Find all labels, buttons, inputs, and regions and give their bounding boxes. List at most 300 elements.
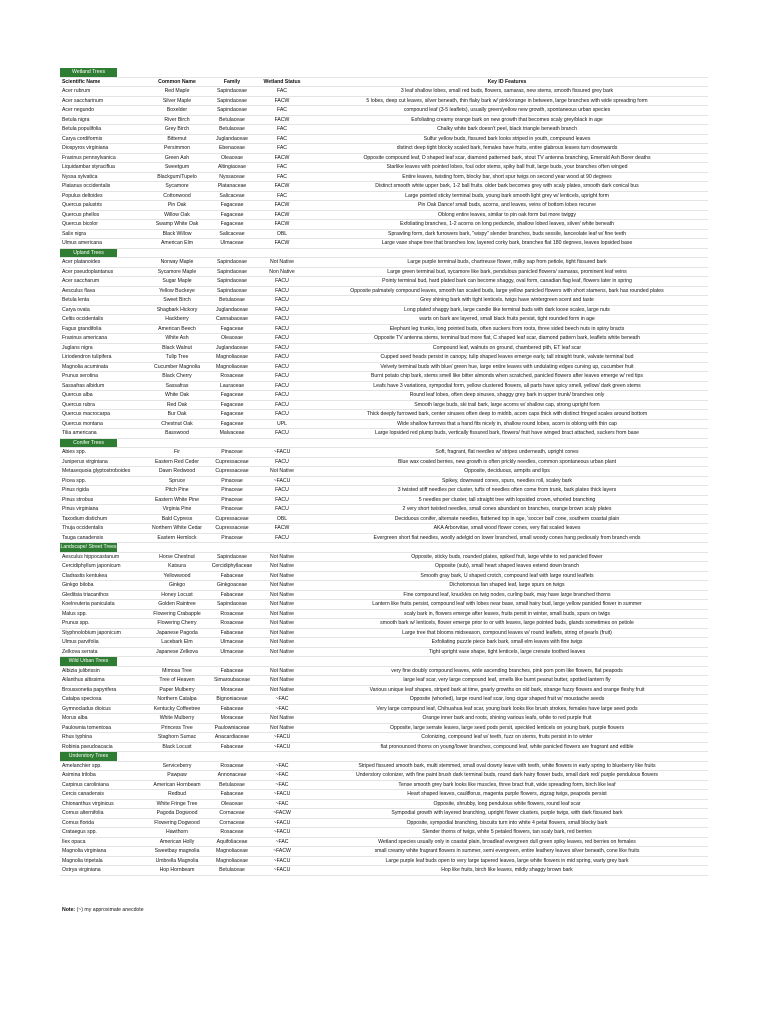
key-features-cell: Thick deeply furrowed bark, center sinuses often deep to midrib, acorn caps thick with distinct fringed scales around bottom: [306, 410, 708, 420]
wetland-status-cell: Not Native: [258, 562, 306, 572]
key-features-cell: Leafs have 3 variations, sympodial form, yellow clustered flowers, all parts have spicy smell, yellow/ dark green stems: [306, 381, 708, 391]
table-row: [60, 372, 708, 382]
wetland-status-cell: FAC: [258, 144, 306, 154]
scientific-name-cell: Tsuga canadensis: [60, 533, 148, 543]
scientific-name-cell: Zelkova serrata: [60, 647, 148, 657]
key-features-cell: 3 leaf shallow lobes, small red buds, flowers, samaras, new stems, smooth fissured grey bark: [306, 87, 708, 97]
family-cell: Ulmaceae: [206, 647, 258, 657]
empty-cell: [148, 543, 206, 553]
empty-cell: [306, 752, 708, 762]
key-features-cell: Opposite, sympodial branching, biscuits turn into white 4 petal flowers, small blocky bark: [306, 818, 708, 828]
key-features-cell: compound leaf (3-5 leaflets), usually green/yellow new growth, spontaneous urban species: [306, 106, 708, 116]
table-row: [60, 210, 708, 220]
scientific-name-cell: Ginkgo biloba: [60, 581, 148, 591]
footnote: [62, 907, 144, 913]
table-row: [60, 182, 708, 192]
common-name-cell: Red Oak: [148, 400, 206, 410]
common-name-cell: Sycamore: [148, 182, 206, 192]
wetland-status-cell: Non Native: [258, 267, 306, 277]
table-row: [60, 125, 708, 135]
scientific-name-cell: Platanus occidentalis: [60, 182, 148, 192]
common-name-cell: Flowering Dogwood: [148, 818, 206, 828]
section-title-cell: [60, 68, 148, 77]
family-cell: Pinaceae: [206, 495, 258, 505]
family-cell: Rosaceae: [206, 609, 258, 619]
empty-cell: [306, 543, 708, 553]
wetland-status-cell: FACW: [258, 220, 306, 230]
scientific-name-cell: Cercidiphyllum japonicum: [60, 562, 148, 572]
scientific-name-cell: Quercus palustris: [60, 201, 148, 211]
common-name-cell: Sugar Maple: [148, 277, 206, 287]
family-cell: Pinaceae: [206, 505, 258, 515]
key-features-cell: smooth bark w/ lenticels, flower emerge prior to or with leaves, large pointed buds, glands sometimes on petiole: [306, 619, 708, 629]
wetland-status-cell: FACU: [258, 324, 306, 334]
scientific-name-cell: Betula populifolia: [60, 125, 148, 135]
common-name-cell: Fir: [148, 448, 206, 458]
scientific-name-cell: Juniperus virginiana: [60, 457, 148, 467]
table-row: [60, 277, 708, 287]
family-cell: Fabaceae: [206, 790, 258, 800]
common-name-cell: Tree of Heaven: [148, 676, 206, 686]
scientific-name-cell: Amelanchier spp.: [60, 761, 148, 771]
column-header-sci: Scientific Name: [60, 77, 148, 87]
common-name-cell: White Oak: [148, 391, 206, 401]
table-row: [60, 362, 708, 372]
key-features-cell: Velvety terminal buds with blue/ green hue, large entire leaves with undulating edges curving up, cucumber fruit: [306, 362, 708, 372]
wetland-status-cell: Not Native: [258, 638, 306, 648]
key-features-cell: Wetland species usually only in coastal plain, broadleaf evergreen dull green spiky leaves, red berries on females: [306, 837, 708, 847]
table-row: [60, 476, 708, 486]
key-features-cell: Opposite, shrubby, long pendulous white flowers, round leaf scar: [306, 799, 708, 809]
wetland-status-cell: ~FACU: [258, 448, 306, 458]
family-cell: Fagaceae: [206, 220, 258, 230]
family-cell: Fagaceae: [206, 410, 258, 420]
wetland-status-cell: Not Native: [258, 723, 306, 733]
common-name-cell: American Elm: [148, 239, 206, 249]
empty-cell: [258, 68, 306, 77]
common-name-cell: Cottonwood: [148, 191, 206, 201]
wetland-status-cell: FAC: [258, 106, 306, 116]
key-features-cell: Colonizing, compound leaf w/ teeth, fuzz on stems, fruits persist in to winter: [306, 733, 708, 743]
scientific-name-cell: Cladrastis kentukea: [60, 571, 148, 581]
scientific-name-cell: Asimina triloba: [60, 771, 148, 781]
common-name-cell: Pawpaw: [148, 771, 206, 781]
family-cell: Platanaceae: [206, 182, 258, 192]
common-name-cell: Northern Catalpa: [148, 695, 206, 705]
key-features-cell: Large lopsided red plump buds, vertically fissured bark, flowers/ fruit have winged bract attached, suckers from base: [306, 429, 708, 439]
key-features-cell: Grey shining bark with tight lenticels, twigs have wintergreen scent and taste: [306, 296, 708, 306]
key-features-cell: Very large compound leaf, Chihuahua leaf scar, young bark looks like brush strokes, females have large seed pods: [306, 704, 708, 714]
common-name-cell: Japanese Pagoda: [148, 628, 206, 638]
wetland-status-cell: FACU: [258, 296, 306, 306]
section-title: Landscape/ Street Trees: [60, 544, 117, 550]
scientific-name-cell: Crataegus spp.: [60, 828, 148, 838]
table-row: [60, 400, 708, 410]
scientific-name-cell: Acer saccharum: [60, 277, 148, 287]
wetland-status-cell: OBL: [258, 514, 306, 524]
scientific-name-cell: Metasequoia glyptostroboides: [60, 467, 148, 477]
table-row: [60, 771, 708, 781]
table-row: [60, 856, 708, 866]
family-cell: Magnoliaceae: [206, 362, 258, 372]
family-cell: Cupressaceae: [206, 524, 258, 534]
key-features-cell: Various unique leaf shapes, striped bark at time, gnarly growths on old bark, strange fuzzy flowers and orange fleshy fruit: [306, 685, 708, 695]
common-name-cell: Green Ash: [148, 153, 206, 163]
scientific-name-cell: Quercus montana: [60, 419, 148, 429]
table-row: [60, 486, 708, 496]
key-features-cell: Opposite palmately compound leaves, smooth tan scaled buds, large yellow panicled flowers with short stamens, bark has rounded plates: [306, 286, 708, 296]
table-row: [60, 229, 708, 239]
family-cell: Fagaceae: [206, 419, 258, 429]
scientific-name-cell: Fagus grandifolia: [60, 324, 148, 334]
table-row: [60, 286, 708, 296]
common-name-cell: Serviceberry: [148, 761, 206, 771]
family-cell: Pinaceae: [206, 533, 258, 543]
wetland-status-cell: FACW: [258, 115, 306, 125]
family-cell: Aquifoliaceae: [206, 837, 258, 847]
key-features-cell: Dichotomous fan shaped leaf, large spurs on twigs: [306, 581, 708, 591]
empty-cell: [206, 438, 258, 448]
table-row: [60, 799, 708, 809]
table-row: [60, 495, 708, 505]
table-row: [60, 467, 708, 477]
family-cell: Ulmaceae: [206, 638, 258, 648]
key-features-cell: 3 twisted stiff needles per cluster, tufts of needles often come from trunk, bark plates thick layers: [306, 486, 708, 496]
empty-cell: [206, 543, 258, 553]
family-cell: Paulowniaceae: [206, 723, 258, 733]
table-row: [60, 600, 708, 610]
table-row: [60, 780, 708, 790]
section-title-cell: [60, 752, 148, 762]
family-cell: Rosaceae: [206, 828, 258, 838]
key-features-cell: Opposite (whorled), large round leaf scar, long cigar shaped fruit w/ moustache seeds: [306, 695, 708, 705]
key-features-cell: Orange inner bark and roots, shining various leafs, white to red purple fruit: [306, 714, 708, 724]
family-cell: Cornaceae: [206, 818, 258, 828]
wetland-status-cell: FACU: [258, 400, 306, 410]
table-row: [60, 267, 708, 277]
table-row: [60, 96, 708, 106]
wetland-status-cell: Not Native: [258, 628, 306, 638]
family-cell: Cupressaceae: [206, 467, 258, 477]
key-features-cell: Large green terminal bud, sycamore like bark, pendulous panicled flowers/ samaras, prominent leaf veins: [306, 267, 708, 277]
key-features-cell: 2 very short twisted needles, small cones abundant on branches, orange brown scaly plates: [306, 505, 708, 515]
key-features-cell: Sprawling form, dark furrowers bark, "wispy" slender branches, buds sessile, lanceolate leaf w/ fine teeth: [306, 229, 708, 239]
common-name-cell: Sweet Birch: [148, 296, 206, 306]
key-features-cell: Burnt potato chip bark, stems smell like bitter almonds when scratched, panicled flowers after leaves emerge w/ red tips: [306, 372, 708, 382]
wetland-status-cell: FACU: [258, 505, 306, 515]
family-cell: Pinaceae: [206, 486, 258, 496]
scientific-name-cell: Thuja occidentalis: [60, 524, 148, 534]
family-cell: Altingiaceae: [206, 163, 258, 173]
scientific-name-cell: Quercus macrocarpa: [60, 410, 148, 420]
scientific-name-cell: Cornus alternifolia: [60, 809, 148, 819]
wetland-status-cell: ~FACU: [258, 828, 306, 838]
common-name-cell: Hawthorn: [148, 828, 206, 838]
common-name-cell: Princess Tree: [148, 723, 206, 733]
section-title-cell: [60, 438, 148, 448]
note-label: Note:: [62, 907, 76, 913]
family-cell: Cercidiphyllaceae: [206, 562, 258, 572]
wetland-status-cell: ~FAC: [258, 704, 306, 714]
section-row: [60, 657, 708, 667]
table-row: [60, 847, 708, 857]
family-cell: Magnoliaceae: [206, 353, 258, 363]
table-row: [60, 742, 708, 752]
family-cell: Juglandaceae: [206, 343, 258, 353]
column-header-common: Common Name: [148, 77, 206, 87]
family-cell: Fabaceae: [206, 628, 258, 638]
empty-cell: [206, 752, 258, 762]
wetland-status-cell: Not Native: [258, 685, 306, 695]
family-cell: Sapindaceae: [206, 106, 258, 116]
key-features-cell: small creamy white fragrant flowers in summer, semi evergreen, entire leathery leaves silver beneath, cone like fruits: [306, 847, 708, 857]
common-name-cell: Mimosa Tree: [148, 666, 206, 676]
scientific-name-cell: Taxodium distichum: [60, 514, 148, 524]
note-text: (~) my approximate anecdote: [76, 907, 144, 913]
scientific-name-cell: Celtis occidentalis: [60, 315, 148, 325]
scientific-name-cell: Pinus rigida: [60, 486, 148, 496]
family-cell: Cupressaceae: [206, 514, 258, 524]
common-name-cell: Horse Chestnut: [148, 552, 206, 562]
common-name-cell: Pagoda Dogwood: [148, 809, 206, 819]
key-features-cell: Opposite, deciduous, armpits and lips: [306, 467, 708, 477]
table-row: [60, 571, 708, 581]
table-row: [60, 87, 708, 97]
section-title-cell: [60, 657, 148, 667]
table-row: [60, 315, 708, 325]
key-features-cell: Opposite, large serrate leaves, large seed pods persit, speckled lenticels on young bark, purple flowers: [306, 723, 708, 733]
key-features-cell: 5 lobes, deep cut leaves, silver beneath, thin flaky bark w/ pink/orange in between, large branches with wide spreading form: [306, 96, 708, 106]
family-cell: Betulaceae: [206, 866, 258, 876]
key-features-cell: Round leaf lobes, often deep sinuses, shaggy grey bark in upper trunk/ branches only: [306, 391, 708, 401]
table-row: [60, 220, 708, 230]
common-name-cell: Lacebark Elm: [148, 638, 206, 648]
wetland-status-cell: ~FAC: [258, 771, 306, 781]
wetland-status-cell: FACW: [258, 239, 306, 249]
table-row: [60, 647, 708, 657]
key-features-cell: Opposite TV antenna stems, terminal bud more flat, C shaped leaf scar, diamond pattern bark, leaflets white beneath: [306, 334, 708, 344]
wetland-status-cell: ~FACU: [258, 790, 306, 800]
key-features-cell: scaly bark in, flowers emerge after leaves, fruits persit in winter, small buds, spurs on twigs: [306, 609, 708, 619]
key-features-cell: Oblong entire leaves, similar to pin oak form but more twiggy: [306, 210, 708, 220]
key-features-cell: Opposite compound leaf, D shaped leaf scar, diamond patterned bark, stout TV antenna branching, Emerald Ash Borer deaths: [306, 153, 708, 163]
family-cell: Lauraceae: [206, 381, 258, 391]
scientific-name-cell: Juglans nigra: [60, 343, 148, 353]
wetland-status-cell: FACW: [258, 201, 306, 211]
scientific-name-cell: Paulownia tomentosa: [60, 723, 148, 733]
key-features-cell: Exfoliating creamy orange bark on new growth that becomes scaly grey/black in age: [306, 115, 708, 125]
scientific-name-cell: Acer saccharinum: [60, 96, 148, 106]
family-cell: Sapindaceae: [206, 286, 258, 296]
wetland-status-cell: FACU: [258, 286, 306, 296]
common-name-cell: Dawn Redwood: [148, 467, 206, 477]
common-name-cell: Shagbark Hickory: [148, 305, 206, 315]
common-name-cell: Pitch Pine: [148, 486, 206, 496]
wetland-status-cell: FACU: [258, 277, 306, 287]
table-row: [60, 685, 708, 695]
common-name-cell: Eastern White Pine: [148, 495, 206, 505]
key-features-cell: large leaf scar, very large compound leaf, smells like burnt peanut butter, spotted lantern fly: [306, 676, 708, 686]
wetland-status-cell: FAC: [258, 125, 306, 135]
wetland-status-cell: ~FACU: [258, 818, 306, 828]
scientific-name-cell: Ostrya virginiana: [60, 866, 148, 876]
family-cell: Sapindaceae: [206, 552, 258, 562]
table-row: [60, 818, 708, 828]
common-name-cell: White Ash: [148, 334, 206, 344]
wetland-status-cell: FACW: [258, 210, 306, 220]
scientific-name-cell: Ailanthus altissima: [60, 676, 148, 686]
table-row: [60, 505, 708, 515]
family-cell: Pinaceae: [206, 448, 258, 458]
wetland-status-cell: Not Native: [258, 571, 306, 581]
scientific-name-cell: Prunus serotina: [60, 372, 148, 382]
family-cell: Oleaceae: [206, 799, 258, 809]
scientific-name-cell: Prunus spp.: [60, 619, 148, 629]
family-cell: Ginkgoaceae: [206, 581, 258, 591]
common-name-cell: Bitternut: [148, 134, 206, 144]
scientific-name-cell: Aesculus flava: [60, 286, 148, 296]
scientific-name-cell: Catalpa speciosa: [60, 695, 148, 705]
common-name-cell: Persimmon: [148, 144, 206, 154]
common-name-cell: Paper Mulberry: [148, 685, 206, 695]
wetland-status-cell: FACU: [258, 533, 306, 543]
empty-cell: [148, 248, 206, 258]
wetland-status-cell: FACU: [258, 457, 306, 467]
key-features-cell: Wide shallow furrows that a hand fits nicely in, shallow round lobes, acorn is oblong with thin cap: [306, 419, 708, 429]
empty-cell: [306, 438, 708, 448]
table-row: [60, 581, 708, 591]
wetland-status-cell: FACW: [258, 182, 306, 192]
key-features-cell: Sulfur yellow buds, fissured bark looks striped in youth, compound leaves: [306, 134, 708, 144]
wetland-status-cell: ~FAC: [258, 695, 306, 705]
table-row: [60, 296, 708, 306]
key-features-cell: Opposite, sticky buds, rounded plates, spiked fruit, large white to red panicled flower: [306, 552, 708, 562]
common-name-cell: Flowering Crabapple: [148, 609, 206, 619]
table-row: [60, 695, 708, 705]
key-features-cell: Exfoliating branches, 1-2 acorns on long peduncle, shallow lobed leaves, silver/ white beneath: [306, 220, 708, 230]
empty-cell: [306, 657, 708, 667]
table-row: [60, 324, 708, 334]
section-title: Understory Trees: [60, 752, 117, 761]
common-name-cell: Red Maple: [148, 87, 206, 97]
wetland-status-cell: ~FACU: [258, 742, 306, 752]
key-features-cell: Distinct smooth white upper bark, 1-2 ball fruits. older bark becomes grey with scaly plates, smooth dark conical bus: [306, 182, 708, 192]
table-row: [60, 704, 708, 714]
common-name-cell: Kentucky Coffeetree: [148, 704, 206, 714]
scientific-name-cell: Tilia americana: [60, 429, 148, 439]
common-name-cell: Sassafras: [148, 381, 206, 391]
family-cell: Fabaceae: [206, 704, 258, 714]
scientific-name-cell: Gymnocladus dioicus: [60, 704, 148, 714]
wetland-status-cell: FAC: [258, 134, 306, 144]
scientific-name-cell: Acer negundo: [60, 106, 148, 116]
common-name-cell: Spruce: [148, 476, 206, 486]
family-cell: Simaroubaceae: [206, 676, 258, 686]
scientific-name-cell: Koelreuteria paniculata: [60, 600, 148, 610]
family-cell: Cannabaceae: [206, 315, 258, 325]
wetland-status-cell: ~FAC: [258, 761, 306, 771]
family-cell: Magnoliaceae: [206, 856, 258, 866]
key-features-cell: Exfoliating puzzle piece bark bark, small elm leaves with fine twigs: [306, 638, 708, 648]
table-row: [60, 609, 708, 619]
scientific-name-cell: Ilex opaca: [60, 837, 148, 847]
key-features-cell: flat pronounced thorns on young/lower branches, compound leaf, white panicled flowers are fragrant and edible: [306, 742, 708, 752]
family-cell: Betulaceae: [206, 780, 258, 790]
table-row: [60, 334, 708, 344]
scientific-name-cell: Populus deltoides: [60, 191, 148, 201]
table-row: [60, 115, 708, 125]
family-cell: Sapindaceae: [206, 96, 258, 106]
family-cell: Annonaceae: [206, 771, 258, 781]
scientific-name-cell: Robinia pseudoacacia: [60, 742, 148, 752]
table-row: [60, 191, 708, 201]
family-cell: Rosaceae: [206, 761, 258, 771]
common-name-cell: Tulip Tree: [148, 353, 206, 363]
wetland-status-cell: ~FACU: [258, 866, 306, 876]
family-cell: Moraceae: [206, 685, 258, 695]
family-cell: Sapindaceae: [206, 87, 258, 97]
family-cell: Rosaceae: [206, 372, 258, 382]
table-row: [60, 106, 708, 116]
family-cell: Nyssaceae: [206, 172, 258, 182]
scientific-name-cell: Salix nigra: [60, 229, 148, 239]
scientific-name-cell: Ulmus parvifolia: [60, 638, 148, 648]
common-name-cell: Norway Maple: [148, 258, 206, 268]
family-cell: Sapindaceae: [206, 277, 258, 287]
common-name-cell: Willow Oak: [148, 210, 206, 220]
wetland-status-cell: Not Native: [258, 581, 306, 591]
table-row: [60, 153, 708, 163]
key-features-cell: Large purple leaf buds open to very large tapered leaves, large white flowers in mid spring, warty grey bark: [306, 856, 708, 866]
common-name-cell: Eastern Red Ceder: [148, 457, 206, 467]
section-row: [60, 543, 708, 553]
scientific-name-cell: Cornus florida: [60, 818, 148, 828]
wetland-status-cell: OBL: [258, 229, 306, 239]
wetland-status-cell: FACU: [258, 391, 306, 401]
family-cell: Bignoniaceae: [206, 695, 258, 705]
key-features-cell: Compound leaf, walnuts on ground, chambered pith, ET leaf scar: [306, 343, 708, 353]
family-cell: Salicaceae: [206, 229, 258, 239]
wetland-status-cell: FACW: [258, 153, 306, 163]
key-features-cell: Large vase shape tree that branches low, layered corky bark, branches flat 180 degrees, leaves lopsided base: [306, 239, 708, 249]
common-name-cell: Boxelder: [148, 106, 206, 116]
table-row: [60, 666, 708, 676]
scientific-name-cell: Chionanthus virginicus: [60, 799, 148, 809]
key-features-cell: Large tree that blooms midseason, compound leaves w/ round leaflets, string of pearls (fruit): [306, 628, 708, 638]
table-row: [60, 429, 708, 439]
family-cell: Fagaceae: [206, 400, 258, 410]
section-title-cell: [60, 543, 148, 553]
empty-cell: [206, 657, 258, 667]
wetland-status-cell: FACU: [258, 362, 306, 372]
empty-cell: [148, 438, 206, 448]
common-name-cell: Pin Oak: [148, 201, 206, 211]
family-cell: Fagaceae: [206, 210, 258, 220]
family-cell: Oleaceae: [206, 334, 258, 344]
key-features-cell: Starlike leaves with pointed lobes, foul odor stems, spiky ball fruit, large buds, your branches often winged: [306, 163, 708, 173]
empty-cell: [206, 68, 258, 77]
family-cell: Betulaceae: [206, 296, 258, 306]
common-name-cell: Basswood: [148, 429, 206, 439]
wetland-status-cell: Not Native: [258, 647, 306, 657]
scientific-name-cell: Quercus phellos: [60, 210, 148, 220]
key-features-cell: Pointy terminal bud, hard plated bark can become shaggy, oval form, canadian flag leaf, flowers later in spring: [306, 277, 708, 287]
wetland-status-cell: FACW: [258, 524, 306, 534]
wetland-status-cell: FACU: [258, 343, 306, 353]
common-name-cell: Hackberry: [148, 315, 206, 325]
wetland-status-cell: ~FACW: [258, 847, 306, 857]
table-row: [60, 163, 708, 173]
